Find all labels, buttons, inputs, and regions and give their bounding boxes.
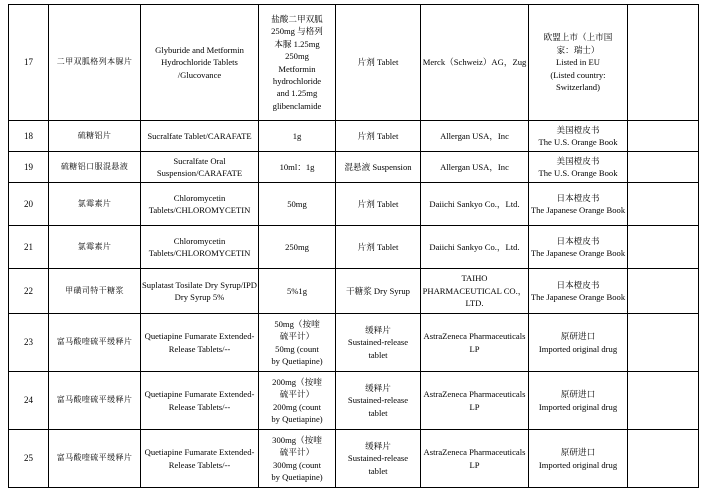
reference-source-cell-line: Imported original drug — [538, 343, 618, 354]
table-row — [9, 430, 699, 488]
reference-source-cell — [529, 314, 628, 372]
english-name-cell: Sucralfate Tablet/CARAFATE — [141, 121, 259, 152]
holder-cell: Allergan USA，Inc — [421, 152, 529, 183]
specification-cell — [259, 314, 336, 372]
specification-cell-line: 250mg 与格列 — [271, 26, 323, 37]
table-row — [9, 226, 699, 269]
specification-cell-line: 50mg (count — [275, 343, 319, 354]
holder-cell: Merck（Schweiz）AG，Zug — [421, 5, 529, 121]
row-number-cell: 20 — [9, 183, 49, 226]
table-row — [9, 372, 699, 430]
specification-cell-line: Metformin — [278, 63, 316, 74]
reference-source-cell-line: 日本橙皮书 — [556, 235, 600, 246]
holder-cell: TAIHO PHARMACEUTICAL CO.，LTD. — [421, 269, 529, 314]
row-number-cell: 17 — [9, 5, 49, 121]
holder-cell: AstraZeneca Pharmaceuticals LP — [421, 430, 529, 488]
dosage-form-cell: 片剂 Tablet — [336, 183, 421, 226]
english-name-cell: Quetiapine Fumarate Extended-Release Tablets/-- — [141, 372, 259, 430]
reference-source-cell-line: The Japanese Orange Book — [530, 205, 626, 215]
dosage-form-cell — [336, 430, 421, 488]
table-row — [9, 152, 699, 183]
specification-cell — [259, 183, 336, 226]
chinese-name-cell: 富马酸喹硫平缓释片 — [49, 430, 141, 488]
specification-cell-line: 1g — [292, 130, 302, 141]
holder-cell: AstraZeneca Pharmaceuticals LP — [421, 314, 529, 372]
empty-cell — [628, 269, 699, 314]
reference-source-cell-line: Imported original drug — [538, 401, 618, 412]
table-row — [9, 5, 699, 121]
specification-cell-line: and 1.25mg — [276, 88, 318, 99]
empty-cell — [628, 152, 699, 183]
row-number-cell: 25 — [9, 430, 49, 488]
dosage-form-cell: 片剂 Tablet — [336, 226, 421, 269]
specification-cell — [259, 226, 336, 269]
specification-cell-line: 250mg — [285, 241, 309, 252]
dosage-form-cell-line: tablet — [368, 349, 388, 360]
reference-source-cell — [529, 183, 628, 226]
drug-listing-table — [8, 4, 699, 488]
reference-source-cell-line: (Listed country: — [550, 69, 606, 80]
specification-cell-line: by Quetiapine) — [271, 471, 323, 482]
specification-cell — [259, 372, 336, 430]
specification-cell-line: hydrochloride — [272, 75, 322, 86]
row-number-cell: 21 — [9, 226, 49, 269]
chinese-name-cell: 二甲双胍格列本脲片 — [49, 5, 141, 121]
reference-source-cell-line: 原研进口 — [560, 447, 596, 458]
reference-source-cell — [529, 152, 628, 183]
reference-source-cell-line: 欧盟上市（上市国 — [543, 32, 613, 43]
specification-cell-line: 300mg (count — [273, 459, 321, 470]
specification-cell-line: 5%1g — [286, 285, 308, 296]
specification-cell-line: by Quetiapine) — [271, 355, 323, 366]
reference-source-cell-line: The Japanese Orange Book — [530, 292, 626, 302]
dosage-form-cell-line: Sustained-release — [347, 337, 409, 348]
dosage-form-cell-line: 缓释片 — [365, 382, 391, 393]
row-number-cell: 24 — [9, 372, 49, 430]
specification-cell — [259, 430, 336, 488]
chinese-name-cell: 富马酸喹硫平缓释片 — [49, 372, 141, 430]
dosage-form-cell: 干糖浆 Dry Syrup — [336, 269, 421, 314]
holder-cell: Daiichi Sankyo Co.，Ltd. — [421, 183, 529, 226]
reference-source-cell-line: Switzerland) — [556, 82, 600, 93]
chinese-name-cell: 硫糖铝口服混悬液 — [49, 152, 141, 183]
chinese-name-cell: 硫糖铝片 — [49, 121, 141, 152]
english-name-cell: Chloromycetin Tablets/CHLOROMYCETIN — [141, 226, 259, 269]
reference-source-cell-line: 美国橙皮书 — [556, 124, 600, 135]
holder-cell: AstraZeneca Pharmaceuticals LP — [421, 372, 529, 430]
reference-source-cell — [529, 430, 628, 488]
reference-source-cell — [529, 5, 628, 121]
dosage-form-cell: 片剂 Tablet — [336, 5, 421, 121]
reference-source-cell — [529, 269, 628, 314]
english-name-cell: Glyburide and Metformin Hydrochloride Tablets /Glucovance — [141, 5, 259, 121]
table-row — [9, 121, 699, 152]
row-number-cell: 22 — [9, 269, 49, 314]
dosage-form-cell-line: Sustained-release — [347, 395, 409, 406]
specification-cell-line: 50mg — [287, 198, 307, 209]
reference-source-cell-line: The Japanese Orange Book — [530, 248, 626, 258]
reference-source-cell-line: 家：瑞士） — [556, 44, 600, 55]
dosage-form-cell — [336, 372, 421, 430]
specification-cell-line: 300mg（按喹 — [272, 434, 322, 445]
dosage-form-cell: 混悬液 Suspension — [336, 152, 421, 183]
english-name-cell: Quetiapine Fumarate Extended-Release Tablets/-- — [141, 430, 259, 488]
specification-cell-line: 250mg — [285, 51, 309, 62]
specification-cell-line: 10ml：1g — [279, 161, 315, 172]
row-number-cell: 23 — [9, 314, 49, 372]
dosage-form-cell: 片剂 Tablet — [336, 121, 421, 152]
empty-cell — [628, 314, 699, 372]
specification-cell-line: by Quetiapine) — [271, 413, 323, 424]
english-name-cell: Chloromycetin Tablets/CHLOROMYCETIN — [141, 183, 259, 226]
empty-cell — [628, 226, 699, 269]
chinese-name-cell: 氯霉素片 — [49, 226, 141, 269]
empty-cell — [628, 121, 699, 152]
row-number-cell: 18 — [9, 121, 49, 152]
specification-cell-line: 硫平计） — [279, 331, 315, 342]
reference-source-cell-line: Listed in EU — [556, 57, 600, 68]
empty-cell — [628, 183, 699, 226]
english-name-cell: Sucralfate Oral Suspension/CARAFATE — [141, 152, 259, 183]
reference-source-cell-line: 原研进口 — [560, 331, 596, 342]
english-name-cell: Quetiapine Fumarate Extended-Release Tablets/-- — [141, 314, 259, 372]
holder-cell: Allergan USA，Inc — [421, 121, 529, 152]
specification-cell-line: 200mg（按喹 — [272, 376, 322, 387]
specification-cell — [259, 269, 336, 314]
reference-source-cell-line: Imported original drug — [538, 459, 618, 470]
dosage-form-cell-line: Sustained-release — [347, 453, 409, 464]
table-row — [9, 269, 699, 314]
row-number-cell: 19 — [9, 152, 49, 183]
empty-cell — [628, 430, 699, 488]
specification-cell-line: 硫平计） — [279, 447, 315, 458]
reference-source-cell-line: 美国橙皮书 — [556, 155, 600, 166]
dosage-form-cell-line: tablet — [368, 407, 388, 418]
reference-source-cell — [529, 226, 628, 269]
reference-source-cell-line: The U.S. Orange Book — [538, 168, 618, 178]
reference-source-cell-line: The U.S. Orange Book — [538, 137, 618, 147]
specification-cell-line: 硫平计） — [279, 389, 315, 400]
reference-source-cell-line: 原研进口 — [560, 389, 596, 400]
specification-cell-line: 200mg (count — [273, 401, 321, 412]
specification-cell-line: 盐酸二甲双胍 — [271, 13, 323, 24]
specification-cell-line: 本脲 1.25mg — [274, 38, 320, 49]
specification-cell-line: glibenclamide — [272, 100, 322, 111]
dosage-form-cell — [336, 314, 421, 372]
specification-cell — [259, 5, 336, 121]
table-row — [9, 183, 699, 226]
holder-cell: Daiichi Sankyo Co.，Ltd. — [421, 226, 529, 269]
chinese-name-cell: 氯霉素片 — [49, 183, 141, 226]
reference-source-cell-line: 日本橙皮书 — [556, 192, 600, 203]
table-row — [9, 314, 699, 372]
reference-source-cell-line: 日本橙皮书 — [556, 279, 600, 290]
chinese-name-cell: 甲磺司特干糖浆 — [49, 269, 141, 314]
dosage-form-cell-line: 缓释片 — [365, 440, 391, 451]
table-body — [9, 5, 699, 488]
chinese-name-cell: 富马酸喹硫平缓释片 — [49, 314, 141, 372]
empty-cell — [628, 5, 699, 121]
reference-source-cell — [529, 121, 628, 152]
dosage-form-cell-line: 缓释片 — [365, 324, 391, 335]
specification-cell — [259, 121, 336, 152]
specification-cell — [259, 152, 336, 183]
dosage-form-cell-line: tablet — [368, 465, 388, 476]
english-name-cell: Suplatast Tosilate Dry Syrup/IPD Dry Syrup 5% — [141, 269, 259, 314]
empty-cell — [628, 372, 699, 430]
specification-cell-line: 50mg（按喹 — [274, 318, 320, 329]
reference-source-cell — [529, 372, 628, 430]
